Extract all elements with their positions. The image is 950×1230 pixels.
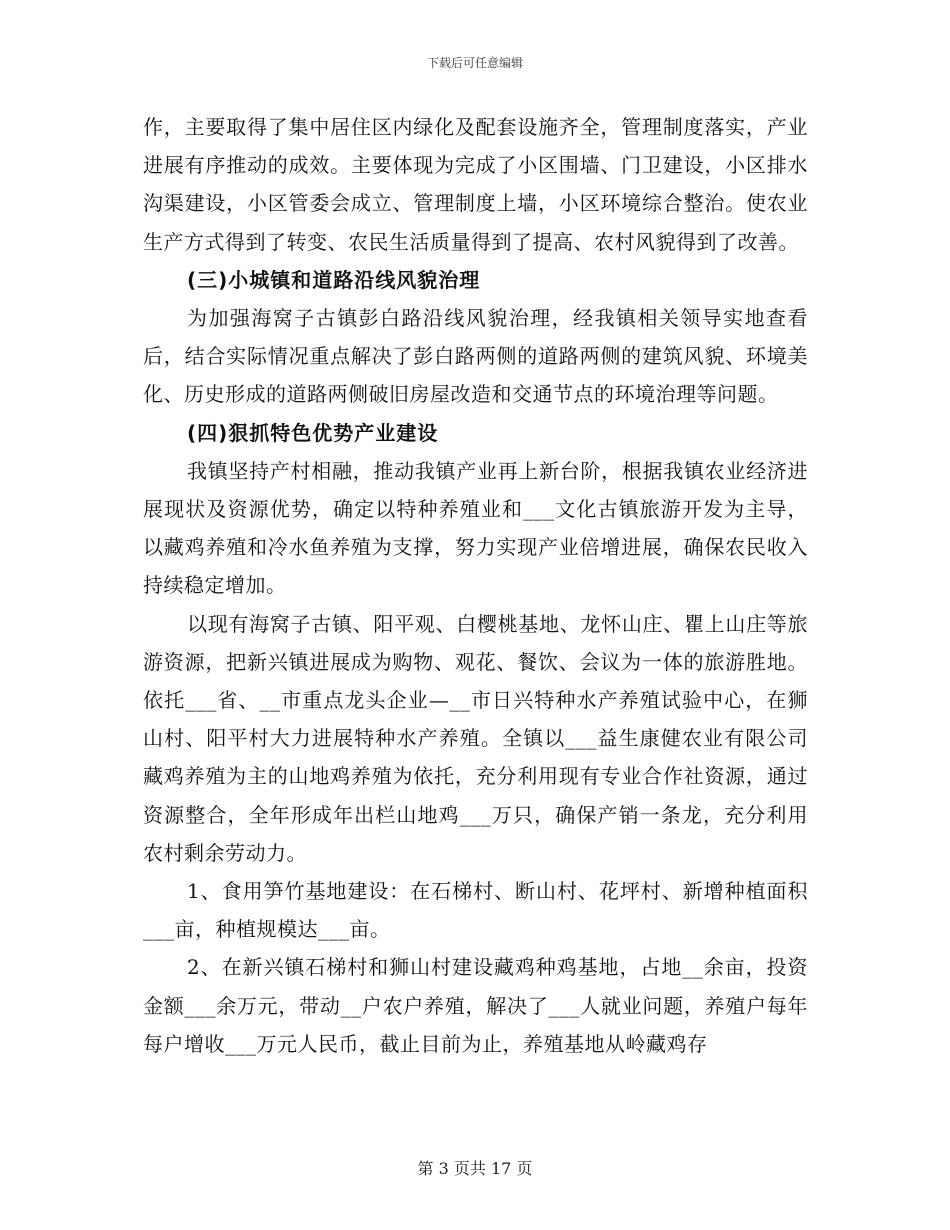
paragraph-2: 为加强海窝子古镇彭白路沿线风貌治理，经我镇相关领导实地查看后，结合实际情况重点解决了彭白路两侧的道路两侧的建筑风貌、环境美化、历史形成的道路两侧破旧房屋改造和交通节点的环境治理等问题。 bbox=[143, 306, 808, 407]
section-heading-3: (三)小城镇和道路沿线风貌治理 bbox=[187, 267, 481, 292]
page-header: 下载后可任意编辑 bbox=[426, 56, 523, 70]
paragraph-3: 我镇坚持产村相融，推动我镇产业再上新台阶，根据我镇农业经济进展现状及资源优势，确定以特种养殖业和___文化古镇旅游开发为主导，以藏鸡养殖和冷水鱼养殖为支撑，努力实现产业倍增进展，确保农民收入持续稳定增加。 bbox=[143, 458, 808, 598]
section-heading-4: (四)狠抓特色优势产业建设 bbox=[187, 420, 439, 445]
paragraph-4: 以现有海窝子古镇、阳平观、白樱桃基地、龙怀山庄、瞿上山庄等旅游资源，把新兴镇进展成为购物、观花、餐饮、会议为一体的旅游胜地。依托___省、__市重点龙头企业—__市日兴特种水产养殖试验中心，在狮山村、阳平村大力进展特种水产养殖。全镇以___益生康健农业有限公司藏鸡养殖为主的山地鸡养殖为依托，充分利用现有专业合作社资源，通过资源整合，全年形成年出栏山地鸡___万只，确保产销一条龙，充分利用农村剩余劳动力。 bbox=[143, 611, 808, 865]
paragraph-1: 作，主要取得了集中居住区内绿化及配套设施齐全，管理制度落实，产业进展有序推动的成效。主要体现为完成了小区围墙、门卫建设，小区排水沟渠建设，小区管委会成立、管理制度上墙，小区环境综合整治。使农业生产方式得到了转变、农民生活质量得到了提高、农村风貌得到了改善。 bbox=[143, 115, 808, 254]
page-footer: 第 3 页共 17 页 bbox=[417, 1159, 533, 1178]
paragraph-6: 2、在新兴镇石梯村和狮山村建设藏鸡种鸡基地，占地__余亩，投资金额___余万元，带动__户农户养殖，解决了___人就业问题，养殖户每年每户增收___万元人民币，截止目前为止，养殖基地从岭藏鸡存 bbox=[143, 955, 808, 1056]
document-body bbox=[143, 108, 808, 1063]
paragraph-5: 1、食用笋竹基地建设：在石梯村、断山村、花坪村、新增种植面积___亩，种植规模达___亩。 bbox=[143, 879, 808, 942]
